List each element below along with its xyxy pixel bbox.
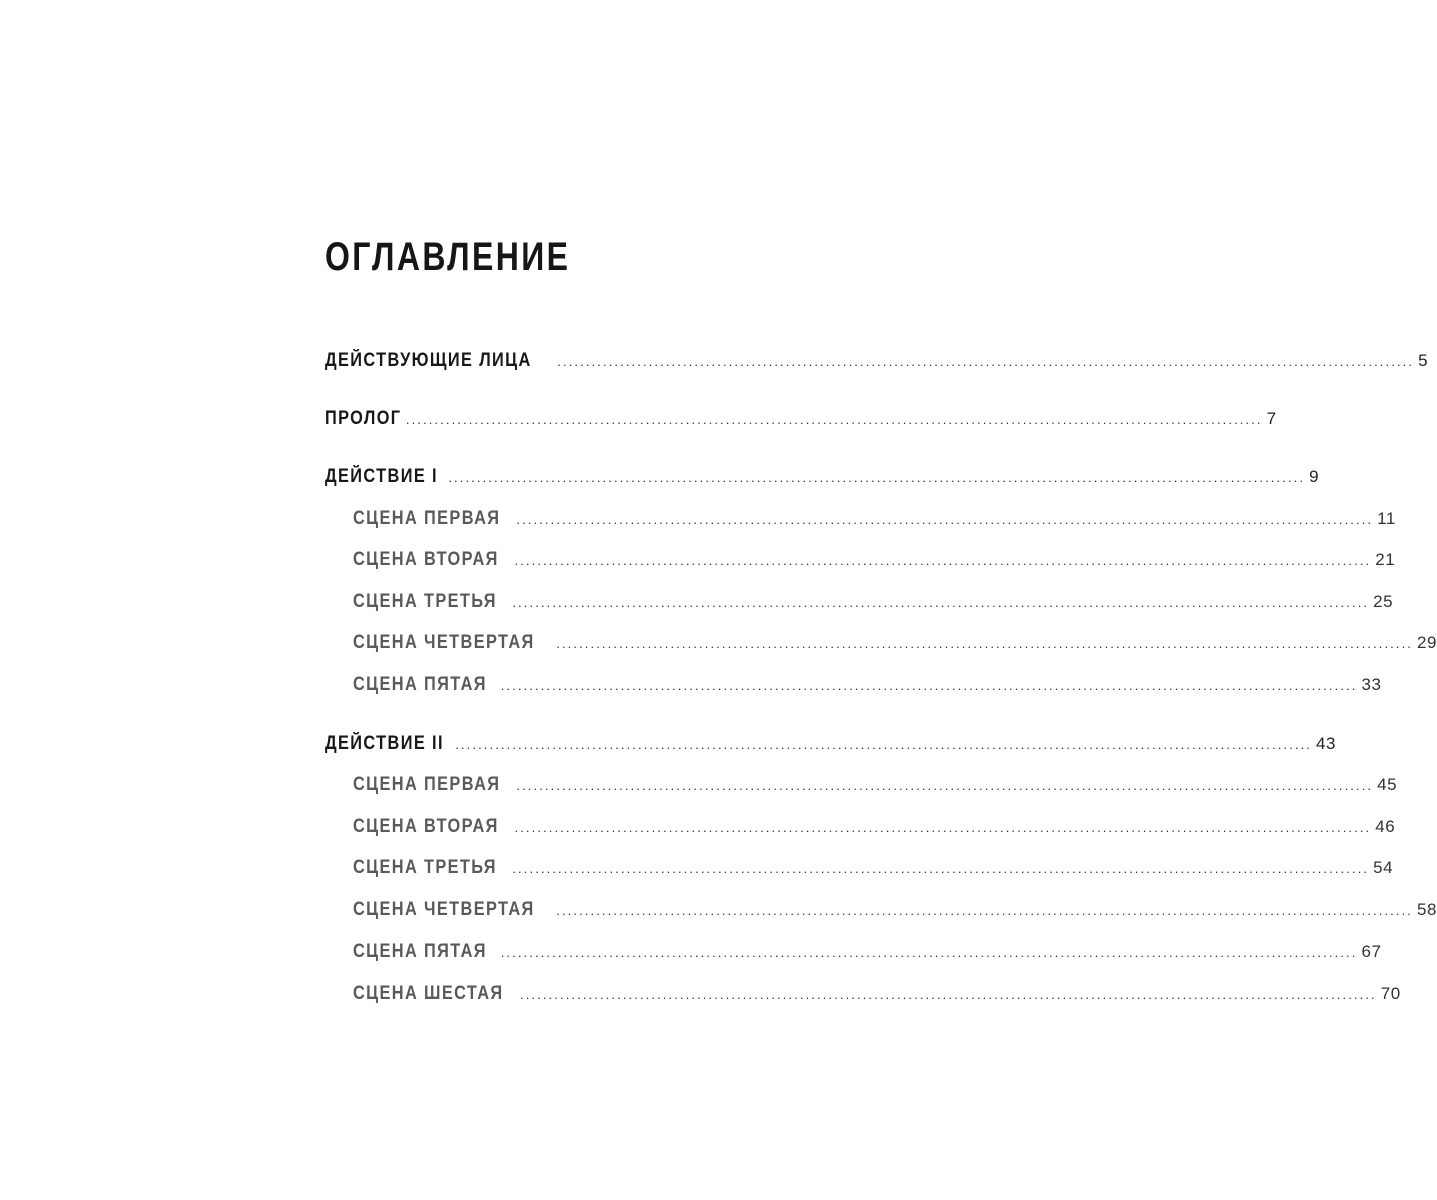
toc-page-number: 5 bbox=[1418, 351, 1429, 370]
dot-leader: ...................................................................................................................................................... bbox=[516, 778, 1374, 793]
toc-entry-label: СЦЕНА ВТОРАЯ bbox=[353, 816, 499, 837]
toc-page-number: 45 bbox=[1377, 775, 1398, 794]
toc-entry-label: СЦЕНА ТРЕТЬЯ bbox=[353, 857, 497, 878]
toc-entry-act-1-scene-2[interactable] bbox=[353, 546, 1396, 574]
toc-entry-label: СЦЕНА ПЯТАЯ bbox=[353, 941, 487, 962]
toc-entry-act-2[interactable] bbox=[325, 730, 1336, 758]
toc-page-number: 46 bbox=[1375, 817, 1396, 836]
dot-leader: ...................................................................................................................................................... bbox=[512, 595, 1370, 610]
toc-entry-label: СЦЕНА ТРЕТЬЯ bbox=[353, 591, 497, 612]
toc-entry-act-2-scene-2[interactable] bbox=[353, 813, 1396, 841]
page-title: ОГЛАВЛЕНИЕ bbox=[325, 235, 571, 279]
toc-entry-act-1[interactable] bbox=[325, 463, 1320, 491]
toc-entry-label: СЦЕНА ПЕРВАЯ bbox=[353, 774, 501, 795]
dot-leader: ...................................................................................................................................................... bbox=[512, 861, 1370, 876]
toc-entry-label: СЦЕНА ШЕСТАЯ bbox=[353, 983, 504, 1004]
toc-entry-act-2-scene-4[interactable] bbox=[353, 896, 1437, 924]
toc-entry-act-1-scene-1[interactable] bbox=[353, 505, 1396, 533]
toc-entry-prologue[interactable] bbox=[325, 405, 1277, 433]
toc-entry-label: ДЕЙСТВИЕ I bbox=[325, 466, 438, 487]
toc-entry-label: СЦЕНА ВТОРАЯ bbox=[353, 549, 499, 570]
toc-page-number: 33 bbox=[1361, 675, 1382, 694]
toc-entry-act-1-scene-4[interactable] bbox=[353, 629, 1437, 657]
toc-page-number: 54 bbox=[1373, 858, 1394, 877]
toc-entry-label: ДЕЙСТВИЕ II bbox=[325, 733, 444, 754]
toc-page-number: 70 bbox=[1380, 984, 1401, 1003]
toc-entry-characters[interactable] bbox=[325, 347, 1429, 375]
toc-entry-label: СЦЕНА ЧЕТВЕРТАЯ bbox=[353, 899, 535, 920]
toc-entry-act-1-scene-3[interactable] bbox=[353, 588, 1394, 616]
toc-entry-label: СЦЕНА ПЕРВАЯ bbox=[353, 508, 501, 529]
toc-entry-act-2-scene-3[interactable] bbox=[353, 854, 1394, 882]
dot-leader: ...................................................................................................................................................... bbox=[500, 678, 1358, 693]
toc-page-number: 58 bbox=[1417, 900, 1437, 919]
toc-page-number: 67 bbox=[1361, 942, 1382, 961]
dot-leader: ...................................................................................................................................................... bbox=[556, 903, 1414, 918]
toc-entry-act-1-scene-5[interactable] bbox=[353, 671, 1382, 699]
toc-page-number: 7 bbox=[1266, 409, 1277, 428]
toc-entry-act-2-scene-1[interactable] bbox=[353, 771, 1398, 799]
dot-leader: ...................................................................................................................................................... bbox=[520, 987, 1377, 1002]
toc-entry-label: СЦЕНА ПЯТАЯ bbox=[353, 674, 487, 695]
toc-page-number: 43 bbox=[1316, 734, 1336, 753]
toc-page-number: 21 bbox=[1375, 550, 1396, 569]
toc-entry-label: ПРОЛОГ bbox=[325, 408, 402, 429]
toc-entry-label: СЦЕНА ЧЕТВЕРТАЯ bbox=[353, 632, 535, 653]
dot-leader: ...................................................................................................................................................... bbox=[405, 412, 1263, 427]
table-of-contents bbox=[325, 0, 1437, 1200]
dot-leader: ...................................................................................................................................................... bbox=[455, 737, 1312, 752]
toc-entry-act-2-scene-6[interactable] bbox=[353, 980, 1401, 1008]
dot-leader: ...................................................................................................................................................... bbox=[514, 553, 1372, 568]
dot-leader: ...................................................................................................................................................... bbox=[500, 945, 1358, 960]
dot-leader: ...................................................................................................................................................... bbox=[556, 636, 1414, 651]
toc-entry-label: ДЕЙСТВУЮЩИЕ ЛИЦА bbox=[325, 350, 532, 371]
toc-page-number: 11 bbox=[1377, 509, 1396, 528]
dot-leader: ...................................................................................................................................................... bbox=[557, 354, 1415, 369]
dot-leader: ...................................................................................................................................................... bbox=[448, 470, 1306, 485]
toc-page-number: 9 bbox=[1309, 467, 1320, 486]
toc-page-number: 25 bbox=[1373, 592, 1394, 611]
toc-page-number: 29 bbox=[1417, 633, 1437, 652]
toc-entry-act-2-scene-5[interactable] bbox=[353, 938, 1382, 966]
dot-leader: ...................................................................................................................................................... bbox=[516, 512, 1374, 527]
dot-leader: ...................................................................................................................................................... bbox=[514, 820, 1372, 835]
